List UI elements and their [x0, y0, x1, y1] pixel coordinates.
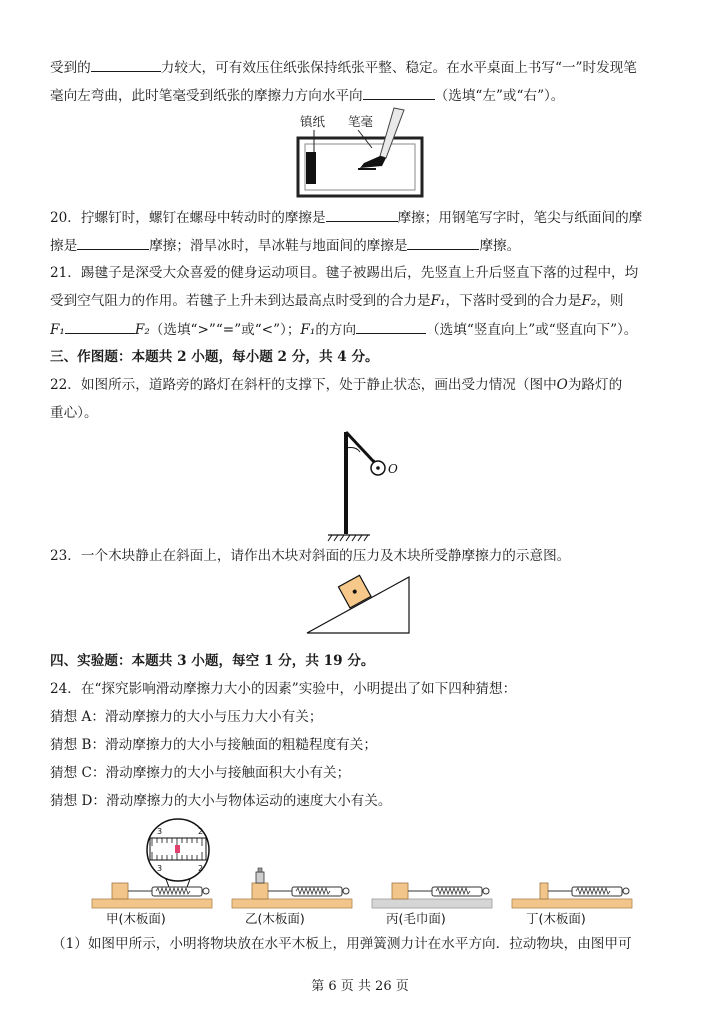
caption-ding: 丁(木板面): [526, 911, 586, 926]
q24-guess-b: 猜想 B：滑动摩擦力的大小与接触面的粗糙程度有关；: [50, 737, 377, 753]
text: （选填“竖直向上”或“竖直向下”）。: [426, 322, 638, 338]
caption-jia: 甲(木板面): [106, 911, 166, 926]
q21-line-2: [50, 291, 676, 311]
q24-sub-1: （1）如图甲所示，小明将物块放在水平木板上，用弹簧测力计在水平方向．拉动物块，由图甲可: [52, 936, 632, 952]
q22-line-1: [50, 375, 676, 395]
page-footer: 第 6 页 共 26 页: [311, 979, 409, 994]
tick-label: 3: [157, 827, 163, 836]
wood-board: [92, 899, 212, 908]
text: （选填“>”“=”或“<”）；: [149, 322, 301, 338]
q24-figures: [0, 815, 720, 930]
var-f2: F₂: [134, 322, 150, 338]
var-o: O: [556, 377, 568, 393]
q21-line-3: [50, 319, 676, 340]
label-brush: 笔毫: [348, 114, 374, 129]
label-o: O: [388, 462, 398, 476]
ground-hatch: [328, 535, 368, 541]
var-f2: F₂: [581, 293, 597, 309]
text: 毫向左弯曲，此时笔毫受到纸张的摩擦力方向水平向: [50, 88, 363, 104]
caption-bing: 丙(毛巾面): [386, 911, 446, 926]
paper-weight: [306, 152, 316, 184]
lamp-arm: [346, 432, 374, 462]
setup-ding: [512, 883, 632, 908]
answer-blank[interactable]: [363, 85, 435, 100]
var-f1: F₁: [300, 322, 316, 338]
text: 擦是: [50, 238, 78, 254]
center-of-gravity-dot: [376, 466, 380, 470]
var-f1: F₁: [50, 322, 65, 338]
text: 摩擦。: [479, 238, 521, 254]
q23-figure: [305, 575, 415, 637]
q24-guess-c: 猜想 C：滑动摩擦力的大小与接触面积大小有关；: [50, 765, 351, 781]
text: 为路灯的: [567, 377, 623, 393]
answer-blank[interactable]: [407, 235, 479, 250]
q20-line-1: [50, 207, 676, 228]
caption-yi: 乙(木板面): [245, 911, 305, 926]
tick-label: 3: [157, 864, 163, 873]
answer-blank[interactable]: [65, 319, 135, 334]
q24-guess-d: 猜想 D：滑动摩擦力的大小与物体运动的速度大小有关。: [50, 793, 392, 809]
setup-yi: [232, 868, 352, 908]
paper-frame: [298, 138, 422, 196]
text: 20．拧螺钉时，螺钉在螺母中转动时的摩擦是: [50, 210, 326, 226]
q19-line-2: [50, 85, 676, 106]
text: ，下落时受到的合力是: [445, 293, 582, 309]
tick-label: 2: [198, 827, 204, 836]
text: 22．如图所示，道路旁的路灯在斜杆的支撑下，处于静止状态，画出受力情况（图中: [50, 377, 557, 393]
q19-figure: [290, 108, 430, 200]
angle-arc: [346, 448, 360, 453]
q24-guess-a: 猜想 A：滑动摩擦力的大小与压力大小有关；: [50, 709, 323, 725]
setup-bing: [372, 883, 492, 908]
text: 摩擦；滑旱冰时，旱冰鞋与地面间的摩擦是: [149, 238, 408, 254]
text: 摩擦；用钢笔写字时，笔尖与纸面间的摩: [397, 210, 643, 226]
label-weight: 镇纸: [300, 114, 326, 129]
block: [252, 883, 268, 899]
answer-blank[interactable]: [77, 235, 149, 250]
text: 受到空气阻力的作用。若毽子上升未到达最高点时受到的合力是: [50, 293, 431, 309]
towel-surface: [372, 899, 492, 908]
answer-blank[interactable]: [91, 57, 161, 72]
wood-board: [232, 899, 352, 908]
var-f1: F₁: [430, 293, 446, 309]
q22-figure: [326, 424, 416, 542]
answer-blank[interactable]: [356, 319, 426, 334]
q19-line-1: [50, 57, 676, 78]
wood-board: [512, 899, 632, 908]
block-side: [540, 883, 548, 899]
q20-line-2: [50, 235, 676, 256]
q21-line-1: 21．踢毽子是深受大众喜爱的健身运动项目。毽子被踢出后，先竖直上升后竖直下落的过程中，均: [50, 265, 639, 281]
text: ，则: [596, 293, 624, 309]
setup-jia: [92, 883, 212, 908]
gauge-magnifier: [147, 819, 209, 890]
gauge-pointer: [175, 845, 180, 853]
text: （选填“左”或“右”）。: [434, 88, 565, 104]
block: [392, 883, 408, 899]
q24-intro: 24．在“探究影响滑动摩擦力大小的因素”实验中，小明提出了如下四种猜想：: [50, 681, 517, 697]
text: 的方向: [315, 322, 357, 338]
text: 受到的: [50, 60, 91, 76]
q22-line-2: 重心）。: [50, 405, 98, 421]
q23-line-1: 23．一个木块静止在斜面上，请作出木块对斜面的压力及木块所受静摩擦力的示意图。: [50, 548, 571, 564]
section-3-title: 三、作图题：本题共 2 小题，每小题 2 分，共 4 分。: [50, 349, 379, 365]
block: [112, 883, 128, 899]
weight: [256, 872, 264, 883]
answer-blank[interactable]: [326, 207, 398, 222]
section-4-title: 四、实验题：本题共 3 小题，每空 1 分，共 19 分。: [50, 653, 375, 669]
tick-label: 2: [198, 864, 204, 873]
text: 力较大，可有效压住纸张保持纸张平整、稳定。在水平桌面上书写“一”时发现笔: [160, 60, 637, 76]
